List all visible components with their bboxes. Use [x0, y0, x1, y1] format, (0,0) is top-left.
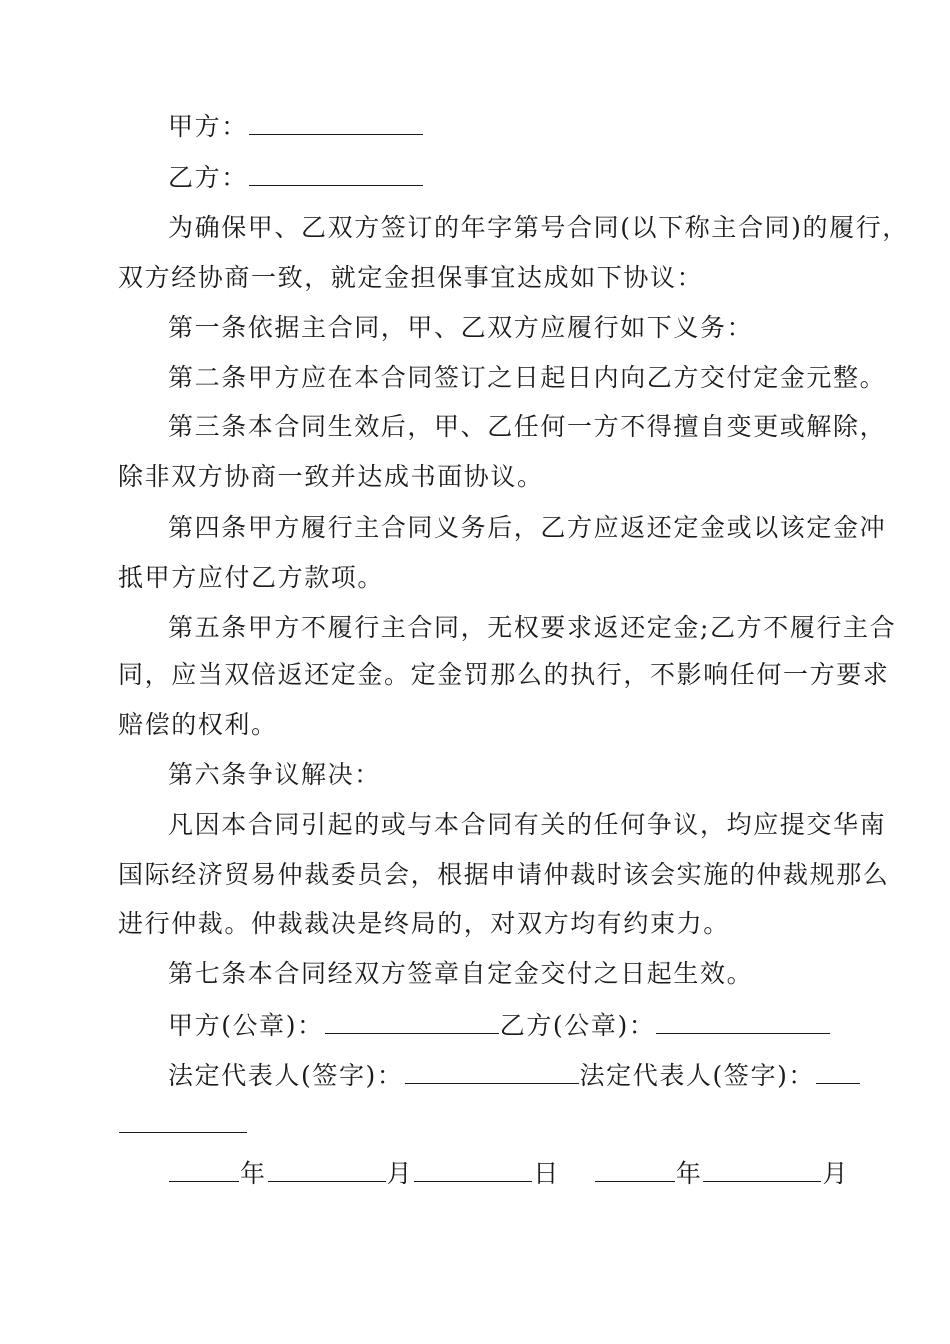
year-b-label: 年 — [675, 1159, 703, 1188]
rep-b-label: 法定代表人(签字)： — [579, 1061, 816, 1090]
article-5-line-1: 第五条甲方不履行主合同，无权要求返还定金;乙方不履行主合 — [168, 613, 897, 642]
party-a-label: 甲方： — [168, 112, 248, 141]
seal-line — [168, 1009, 831, 1043]
representative-continuation — [118, 1108, 248, 1142]
party-b-blank — [249, 163, 423, 186]
article-6-line-3: 进行仲裁。仲裁裁决是终局的，对双方均有约束力。 — [118, 909, 730, 938]
seal-a-blank — [325, 1011, 499, 1034]
rep-a-blank — [405, 1061, 579, 1084]
article-3-line-1: 第三条本合同生效后，甲、乙任何一方不得擅自变更或解除， — [168, 412, 887, 441]
article-5-line-2: 同，应当双倍返还定金。定金罚那么的执行，不影响任何一方要求 — [118, 660, 890, 689]
seal-a-label: 甲方(公章)： — [168, 1011, 324, 1040]
year-a-label: 年 — [240, 1159, 267, 1188]
article-6-line-1: 凡因本合同引起的或与本合同有关的任何争议，均应提交华南 — [168, 810, 887, 839]
rep-b-blank-continued — [119, 1110, 247, 1133]
year-a-blank — [169, 1159, 239, 1182]
article-7: 第七条本合同经双方签章自定金交付之日起生效。 — [168, 959, 754, 988]
preamble-line-2: 双方经协商一致，就定金担保事宜达成如下协议： — [118, 263, 704, 292]
year-b-blank — [595, 1159, 675, 1182]
rep-a-label: 法定代表人(签字)： — [168, 1061, 404, 1090]
party-a-blank — [249, 112, 423, 135]
month-a-blank — [268, 1159, 386, 1182]
article-6-title: 第六条争议解决： — [168, 760, 381, 789]
party-b-line — [168, 161, 424, 195]
month-b-blank — [703, 1159, 821, 1182]
day-a-label: 日 — [533, 1159, 560, 1188]
date-line — [168, 1157, 849, 1191]
article-3-line-2: 除非双方协商一致并达成书面协议。 — [118, 462, 544, 491]
seal-b-label: 乙方(公章)： — [499, 1011, 656, 1040]
article-1: 第一条依据主合同，甲、乙双方应履行如下义务： — [168, 313, 754, 342]
representative-line — [168, 1059, 861, 1093]
month-b-label: 月 — [822, 1159, 850, 1188]
article-5-line-3: 赔偿的权利。 — [118, 710, 278, 739]
article-2: 第二条甲方应在本合同签订之日起日内向乙方交付定金元整。 — [168, 363, 887, 392]
day-a-blank — [414, 1159, 532, 1182]
rep-b-blank — [816, 1061, 860, 1084]
party-b-label: 乙方： — [168, 163, 248, 192]
month-a-label: 月 — [386, 1159, 414, 1188]
preamble-line-1: 为确保甲、乙双方签订的年字第号合同(以下称主合同)的履行， — [168, 213, 909, 242]
party-a-line — [168, 110, 424, 144]
article-4-line-1: 第四条甲方履行主合同义务后，乙方应返还定金或以该定金冲 — [168, 513, 887, 542]
article-4-line-2: 抵甲方应付乙方款项。 — [118, 563, 385, 592]
article-6-line-2: 国际经济贸易仲裁委员会，根据申请仲裁时该会实施的仲裁规那么 — [118, 860, 890, 889]
seal-b-blank — [656, 1011, 830, 1034]
